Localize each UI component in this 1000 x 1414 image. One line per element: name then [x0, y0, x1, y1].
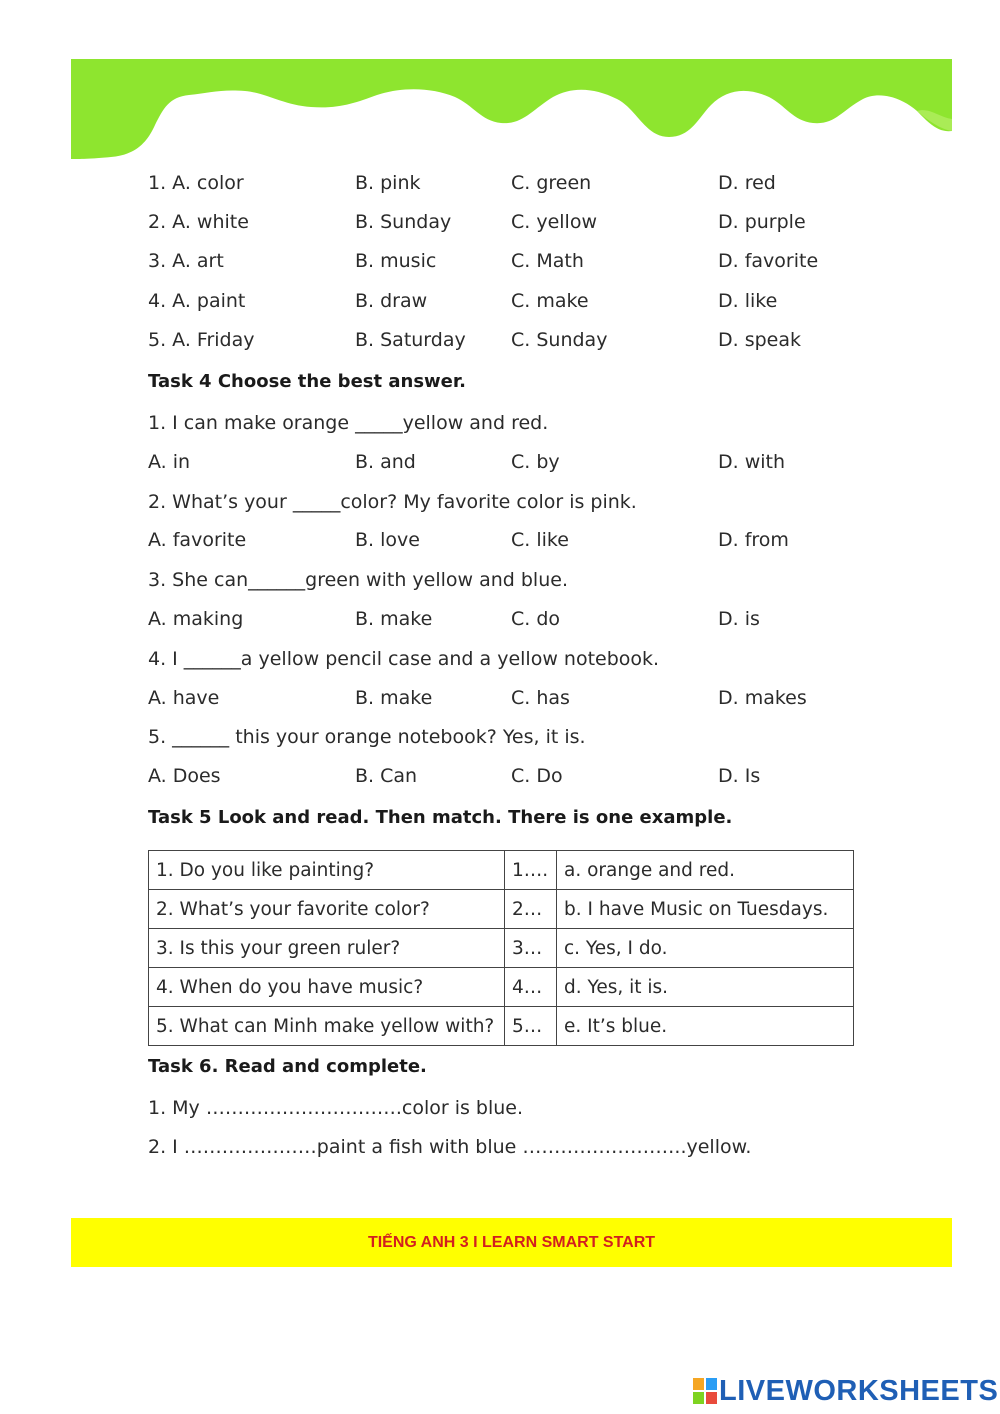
option-a[interactable]: 3. A. art — [148, 250, 224, 272]
answer-a[interactable]: A. favorite — [148, 529, 247, 551]
table-row — [149, 1007, 854, 1046]
answer-a[interactable]: A. in — [148, 451, 191, 473]
answer-b[interactable]: B. Can — [355, 765, 418, 787]
question-text: 2. What’s your _____color? My favorite color is pink. — [148, 491, 637, 513]
task-6-title: Task 6. Read and complete. — [148, 1056, 427, 1077]
answer-c[interactable]: C. by — [511, 451, 560, 473]
liveworksheets-logo[interactable] — [693, 1373, 998, 1409]
match-option: e. It’s blue. — [557, 1007, 854, 1046]
answer-c[interactable]: C. has — [511, 687, 570, 709]
option-a[interactable]: 5. A. Friday — [148, 329, 255, 351]
option-c[interactable]: C. Math — [511, 250, 584, 272]
answer-b[interactable]: B. love — [355, 529, 420, 551]
option-d[interactable]: D. favorite — [718, 250, 819, 272]
option-b[interactable]: B. draw — [355, 290, 428, 312]
answer-d[interactable]: D. from — [718, 529, 789, 551]
match-answer-slot[interactable]: 1…. — [505, 851, 557, 890]
answer-b[interactable]: B. and — [355, 451, 416, 473]
match-option: b. I have Music on Tuesdays. — [557, 890, 854, 929]
match-option: d. Yes, it is. — [557, 968, 854, 1007]
option-b[interactable]: B. music — [355, 250, 437, 272]
answer-c[interactable]: C. Do — [511, 765, 563, 787]
match-question: 2. What’s your favorite color? — [149, 890, 505, 929]
task-5-title: Task 5 Look and read. Then match. There is one example. — [148, 807, 733, 828]
answer-row — [148, 447, 908, 477]
answer-d[interactable]: D. is — [718, 608, 760, 630]
answer-b[interactable]: B. make — [355, 687, 433, 709]
matching-table — [148, 850, 854, 1046]
option-d[interactable]: D. purple — [718, 211, 806, 233]
task-4-title: Task 4 Choose the best answer. — [148, 371, 467, 392]
option-c[interactable]: C. Sunday — [511, 329, 608, 351]
option-a[interactable]: 1. A. color — [148, 172, 244, 194]
footer-title: TIẾNG ANH 3 I LEARN SMART START — [367, 1234, 656, 1251]
fill-in-line[interactable]: 1. My ………………………….color is blue. — [148, 1097, 524, 1119]
answer-c[interactable]: C. do — [511, 608, 561, 630]
question-text: 1. I can make orange _____yellow and red. — [148, 412, 549, 434]
match-question: 3. Is this your green ruler? — [149, 929, 505, 968]
table-row — [149, 968, 854, 1007]
fill-in-line[interactable]: 2. I …………………paint a fish with blue ……………………..yellow. — [148, 1136, 752, 1158]
answer-row — [148, 525, 908, 555]
match-answer-slot[interactable]: 5… — [505, 1007, 557, 1046]
footer-banner — [71, 1218, 952, 1267]
match-answer-slot[interactable]: 4… — [505, 968, 557, 1007]
match-question: 4. When do you have music? — [149, 968, 505, 1007]
option-row — [148, 168, 908, 198]
answer-row — [148, 604, 908, 634]
option-row — [148, 325, 908, 355]
answer-d[interactable]: D. with — [718, 451, 786, 473]
option-a[interactable]: 2. A. white — [148, 211, 249, 233]
option-c[interactable]: C. green — [511, 172, 592, 194]
question-text: 4. I ______a yellow pencil case and a yellow notebook. — [148, 648, 660, 670]
question-text: 5. ______ this your orange notebook? Yes, it is. — [148, 726, 586, 748]
option-b[interactable]: B. Sunday — [355, 211, 452, 233]
match-answer-slot[interactable]: 2… — [505, 890, 557, 929]
option-c[interactable]: C. make — [511, 290, 589, 312]
table-row — [149, 890, 854, 929]
option-row — [148, 207, 908, 237]
liveworksheets-logo-icon — [693, 1378, 717, 1404]
answer-row — [148, 761, 908, 791]
answer-a[interactable]: A. Does — [148, 765, 221, 787]
answer-b[interactable]: B. make — [355, 608, 433, 630]
answer-a[interactable]: A. making — [148, 608, 244, 630]
answer-a[interactable]: A. have — [148, 687, 220, 709]
option-d[interactable]: D. speak — [718, 329, 802, 351]
table-row — [149, 851, 854, 890]
option-b[interactable]: B. pink — [355, 172, 421, 194]
answer-d[interactable]: D. Is — [718, 765, 761, 787]
match-question: 5. What can Minh make yellow with? — [149, 1007, 505, 1046]
option-row — [148, 286, 908, 316]
option-d[interactable]: D. like — [718, 290, 778, 312]
match-option: c. Yes, I do. — [557, 929, 854, 968]
question-text: 3. She can______green with yellow and blue. — [148, 569, 568, 591]
match-answer-slot[interactable]: 3… — [505, 929, 557, 968]
logo-text: LIVEWORKSHEETS — [719, 1374, 999, 1407]
option-a[interactable]: 4. A. paint — [148, 290, 246, 312]
option-b[interactable]: B. Saturday — [355, 329, 466, 351]
option-d[interactable]: D. red — [718, 172, 776, 194]
option-row — [148, 246, 908, 276]
match-question: 1. Do you like painting? — [149, 851, 505, 890]
answer-d[interactable]: D. makes — [718, 687, 807, 709]
table-row — [149, 929, 854, 968]
header-banner — [71, 59, 952, 160]
match-option: a. orange and red. — [557, 851, 854, 890]
answer-row — [148, 683, 908, 713]
option-c[interactable]: C. yellow — [511, 211, 598, 233]
answer-c[interactable]: C. like — [511, 529, 569, 551]
